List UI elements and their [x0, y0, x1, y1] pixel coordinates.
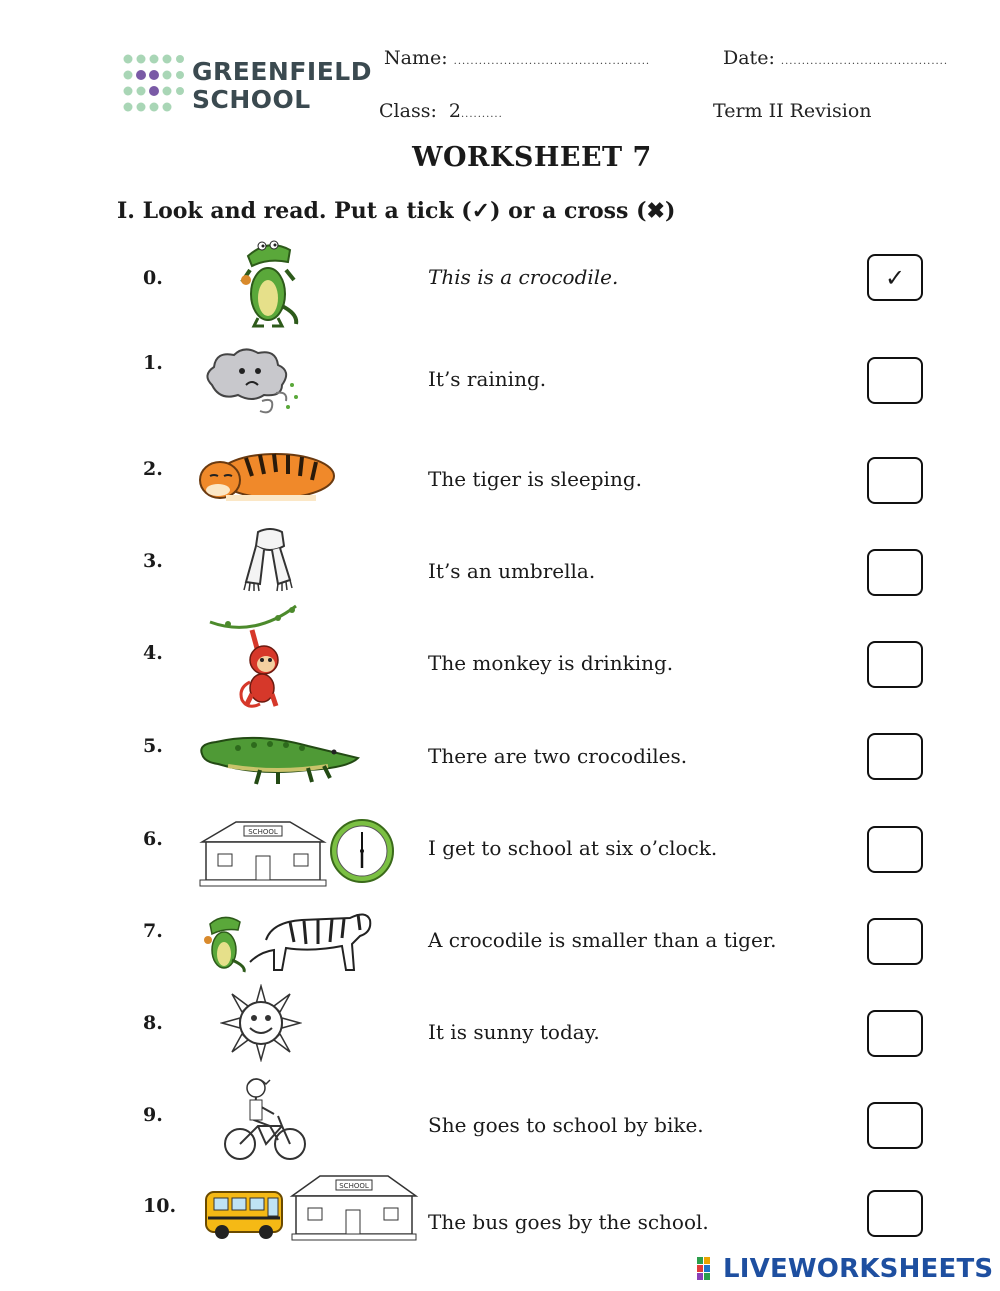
item-number: 6.: [143, 828, 163, 850]
class-field: [379, 100, 503, 122]
class-dots: ..........: [461, 109, 503, 120]
answer-box[interactable]: [867, 1190, 923, 1237]
item-sentence: This is a crocodile.: [428, 265, 619, 289]
item-number: 10.: [143, 1195, 177, 1217]
school-logo: [122, 52, 372, 118]
item-number: 1.: [143, 352, 163, 374]
school-clock-icon: [198, 816, 402, 888]
answer-box[interactable]: [867, 549, 923, 596]
item-sentence: It is sunny today.: [428, 1020, 600, 1044]
school-name-line2: SCHOOL: [192, 85, 311, 114]
item-number: 5.: [143, 735, 163, 757]
class-value: 2: [448, 100, 461, 122]
girl-bike-icon: [222, 1076, 308, 1162]
worksheet-title: WORKSHEET 7: [412, 142, 652, 173]
item-sentence: The bus goes by the school.: [428, 1210, 709, 1234]
item-number: 7.: [143, 920, 163, 942]
school-name-line1: GREENFIELD: [192, 57, 372, 86]
svg-text:SCHOOL: SCHOOL: [339, 1182, 369, 1190]
instruction: I. Look and read. Put a tick (✓) or a cross (✖): [117, 198, 676, 224]
term-label: Term II Revision: [713, 100, 872, 122]
answer-box[interactable]: [867, 357, 923, 404]
crocodile-icon: [238, 236, 300, 328]
item-sentence: The monkey is drinking.: [428, 651, 674, 675]
item-number: 2.: [143, 458, 163, 480]
item-sentence: It’s an umbrella.: [428, 559, 596, 583]
item-number: 8.: [143, 1012, 163, 1034]
answer-box[interactable]: [867, 1010, 923, 1057]
item-sentence: There are two crocodiles.: [428, 744, 688, 768]
answer-box[interactable]: [867, 457, 923, 504]
class-label: Class:: [379, 100, 437, 122]
date-label: Date:: [723, 47, 775, 69]
school-name: [192, 58, 372, 114]
item-number: 4.: [143, 642, 163, 664]
item-sentence: It’s raining.: [428, 367, 547, 391]
name-label: Name:: [384, 47, 448, 69]
sleeping-tiger-icon: [196, 446, 340, 502]
scarf-icon: [240, 528, 300, 592]
svg-text:SCHOOL: SCHOOL: [248, 828, 278, 836]
answer-box[interactable]: [867, 733, 923, 780]
monkey-icon: [208, 602, 300, 712]
item-number: 9.: [143, 1104, 163, 1126]
item-number: 3.: [143, 550, 163, 572]
answer-box[interactable]: [867, 1102, 923, 1149]
brand-text: LIVEWORKSHEETS: [723, 1254, 994, 1284]
crocodile-tiger-icon: [202, 900, 372, 976]
date-dots: ........................................: [780, 56, 949, 67]
sun-icon: [220, 984, 302, 1062]
item-sentence: A crocodile is smaller than a tiger.: [428, 928, 777, 952]
crocodile-icon: [198, 730, 362, 786]
bus-school-icon: [202, 1172, 420, 1242]
answer-box[interactable]: [867, 826, 923, 873]
name-field[interactable]: [384, 47, 650, 69]
liveworksheets-brand[interactable]: [697, 1254, 993, 1284]
item-sentence: The tiger is sleeping.: [428, 467, 642, 491]
answer-box[interactable]: ✓: [867, 254, 923, 301]
item-sentence: I get to school at six o’clock.: [428, 836, 718, 860]
answer-box[interactable]: [867, 918, 923, 965]
date-field[interactable]: [723, 47, 948, 69]
answer-box[interactable]: [867, 641, 923, 688]
item-sentence: She goes to school by bike.: [428, 1113, 704, 1137]
liveworksheets-logo-icon: [697, 1257, 719, 1281]
logo-dots-icon: [122, 52, 184, 118]
wind-cloud-icon: [202, 345, 302, 417]
name-dots: ...............................................: [453, 56, 651, 67]
item-number: 0.: [143, 267, 163, 289]
